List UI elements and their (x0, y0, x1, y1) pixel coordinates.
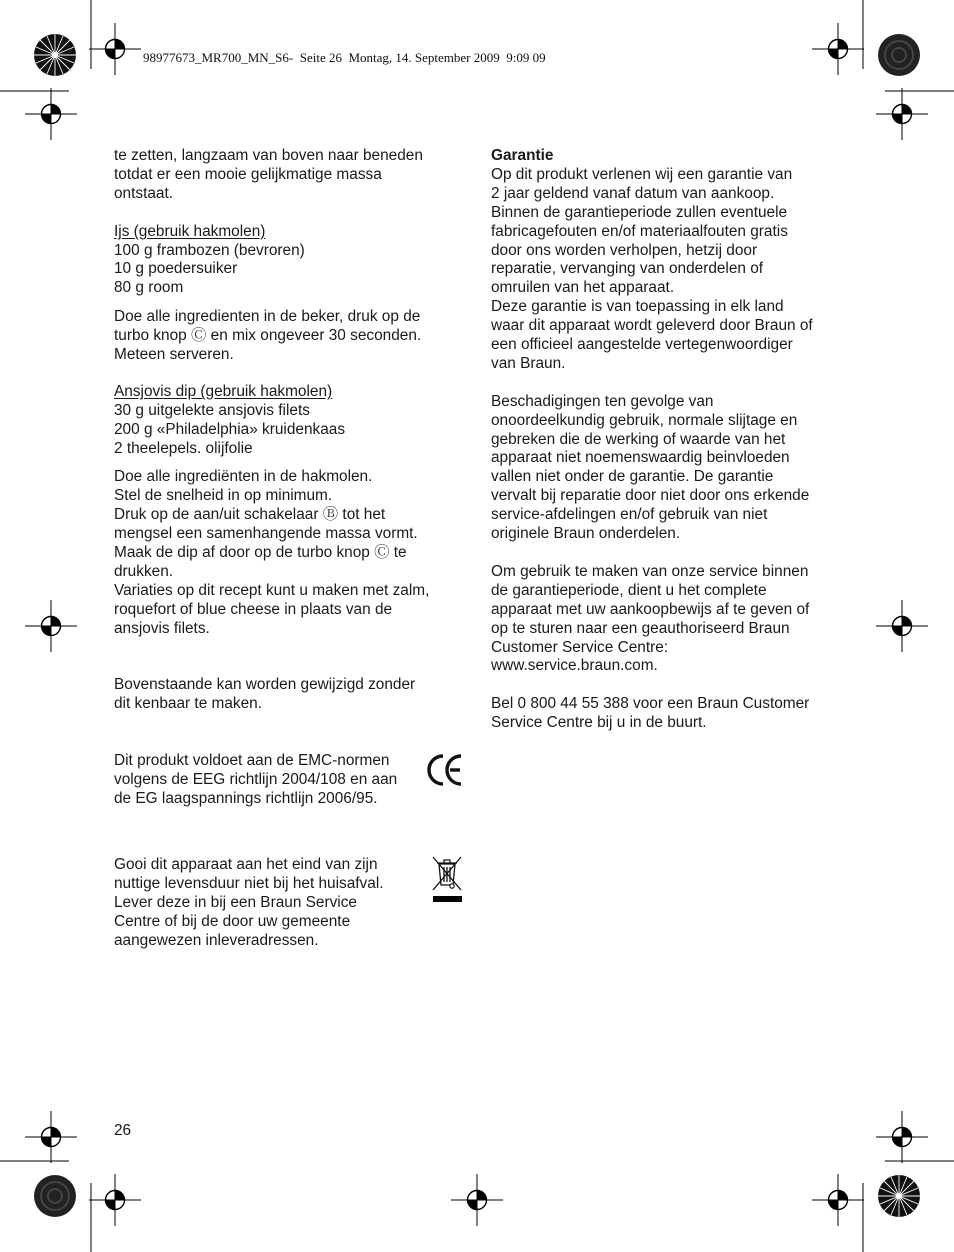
emc-compliance-block (114, 752, 470, 809)
text-line: Meteen serveren. (114, 345, 234, 363)
text-line: reparatie, vervanging van onderdelen of (491, 260, 764, 278)
ingredient-line: 100 g frambozen (bevroren) (114, 241, 305, 259)
text-line: Beschadigingen ten gevolge van (491, 392, 714, 410)
text-line: Dit produkt voldoet aan de EMC-normen (114, 752, 390, 769)
text-line: van Braun. (491, 354, 566, 372)
text-line: waar dit apparaat wordt geleverd door Braun of (491, 317, 813, 335)
ijs-recipe-heading: Ijs (gebruik hakmolen) (114, 222, 266, 240)
text-line: vallen niet onder de garantie. De garantie (491, 468, 774, 486)
text-line: Service Centre bij u in de buurt. (491, 714, 707, 732)
text-line: Bovenstaande kan worden gewijzigd zonder (114, 676, 416, 694)
dip-method-paragraph (114, 468, 470, 638)
text-line: totdat er een mooie gelijkmatige massa (114, 165, 382, 183)
recipe-intro-paragraph (114, 147, 470, 204)
text-line: aangewezen inleveradressen. (114, 931, 319, 949)
ingredient-line: 2 theelepels. olijfolie (114, 440, 253, 458)
ce-mark-icon (426, 752, 464, 788)
text-line: de garantieperiode, dient u het complete (491, 581, 767, 599)
text-line: onoordeelkundig gebruik, normale slijtage en (491, 411, 798, 429)
text-line: roquefort of blue cheese in plaats van de (114, 600, 393, 618)
text-line: Binnen de garantieperiode zullen eventuele (491, 203, 788, 221)
ingredient-line: 200 g «Philadelphia» kruidenkaas (114, 421, 346, 439)
text-line: apparaat met uw aankoopbewijs af te geven of (491, 600, 810, 618)
ijs-ingredients-list (114, 242, 470, 299)
text-line: volgens de EEG richtlijn 2004/108 en aan (114, 770, 398, 788)
text-line: vervalt bij reparatie door niet door ons erkende (491, 487, 810, 505)
text-line: gebreken die de werking of waarde van het (491, 430, 786, 448)
dip-recipe-heading: Ansjovis dip (gebruik hakmolen) (114, 383, 333, 401)
warranty-paragraph-1 (491, 166, 851, 374)
crossed-out-wheelie-bin-icon (430, 854, 464, 906)
text-line: Variaties op dit recept kunt u maken met zalm, (114, 581, 430, 599)
text-line: de EG laagspannings richtlijn 2006/95. (114, 789, 378, 807)
text-line: Op dit produkt verlenen wij een garantie van (491, 165, 793, 183)
text-line: ontstaat. (114, 184, 174, 202)
text-line: op te sturen naar een geauthoriseerd Braun (491, 619, 790, 637)
warranty-paragraph-2 (491, 393, 851, 544)
text-line: originele Braun onderdelen. (491, 525, 681, 543)
text-line: door ons worden verholpen, hetzij door (491, 241, 758, 259)
text-line: dit kenbaar te maken. (114, 695, 263, 713)
disposal-notice-block (114, 856, 470, 951)
text-line: te zetten, langzaam van boven naar beneden (114, 147, 423, 164)
dip-ingredients-list (114, 402, 470, 459)
text-line: Lever deze in bij een Braun Service (114, 893, 357, 911)
warranty-paragraph-4 (491, 695, 851, 733)
text-line: turbo knop Ⓒ en mix ongeveer 30 seconden. (114, 326, 422, 344)
text-line: Centre of bij de door uw gemeente (114, 912, 351, 930)
text-line: service-afdelingen en/of gebruik van niet (491, 506, 768, 524)
right-column (491, 147, 851, 733)
change-notice-paragraph (114, 676, 470, 714)
page-number: 26 (114, 1122, 132, 1139)
ingredient-line: 10 g poedersuiker (114, 260, 238, 278)
text-line: Maak de dip af door op de turbo knop Ⓒ te (114, 544, 407, 562)
service-url-line: www.service.braun.com. (491, 657, 658, 675)
text-line: mengsel een samenhangende massa vormt. (114, 525, 418, 543)
ijs-method-paragraph (114, 308, 470, 365)
text-line: nuttige levensduur niet bij het huisafval. (114, 874, 384, 892)
text-line: Om gebruik te maken van onze service binnen (491, 562, 809, 580)
text-line: Druk op de aan/uit schakelaar Ⓑ tot het (114, 506, 386, 524)
text-line: een officieel aangestelde vertegenwoordiger (491, 336, 793, 354)
text-line: drukken. (114, 563, 174, 580)
text-line: Stel de snelheid in op minimum. (114, 487, 333, 505)
ingredient-line: 80 g room (114, 279, 184, 297)
print-slug-header: 98977673_MR700_MN_S6- Seite 26 Montag, 14. September 2009 9:09 09 (143, 50, 546, 65)
left-column (114, 147, 470, 951)
text-line: omruilen van het apparaat. (491, 279, 675, 297)
warranty-heading: Garantie (491, 147, 554, 164)
text-line: fabricagefouten en/of materiaalfouten gratis (491, 222, 788, 240)
text-line: Deze garantie is van toepassing in elk land (491, 298, 784, 316)
text-line: apparaat niet noemenswaardig beinvloeden (491, 449, 790, 467)
text-line: 2 jaar geldend vanaf datum van aankoop. (491, 184, 775, 202)
text-line: Bel 0 800 44 55 388 voor een Braun Customer (491, 695, 810, 713)
ingredient-line: 30 g uitgelekte ansjovis filets (114, 402, 310, 420)
text-line: ansjovis filets. (114, 619, 210, 637)
text-line: Customer Service Centre: (491, 638, 669, 656)
warranty-paragraph-3 (491, 563, 851, 676)
text-line: Gooi dit apparaat aan het eind van zijn (114, 856, 378, 873)
text-line: Doe alle ingredienten in de beker, druk op de (114, 307, 421, 325)
text-line: Doe alle ingrediënten in de hakmolen. (114, 468, 373, 486)
